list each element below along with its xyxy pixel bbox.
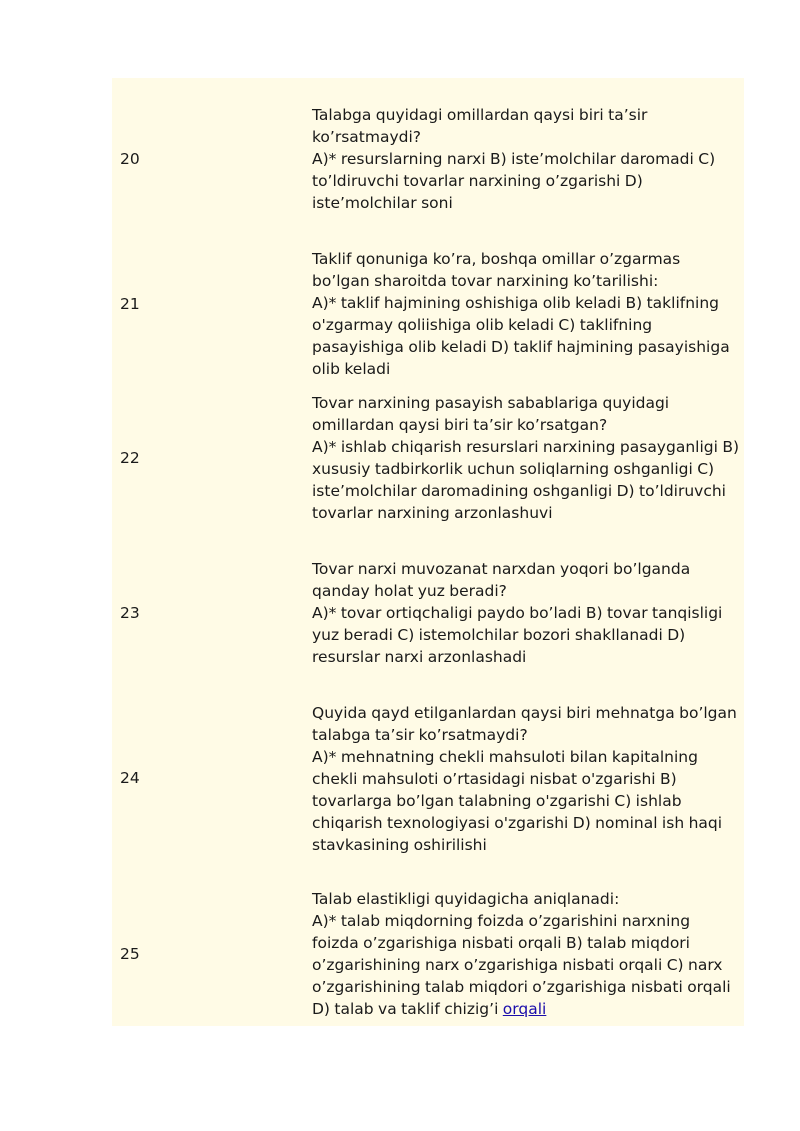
question-text: Tovar narxining pasayish sabablariga quyidagi omillardan qaysi biri ta’sir ko’rsatgan? A)* ishlab chiqarish resurslari narxining pasayganligi B) xususiy tadbirkorlik uchun soliqlarning oshganligi C) iste’molchilar daromadining oshganligi D) to’ldiruvchi tovarlar narxining arzonlashuvi <box>312 394 740 522</box>
question-number: 20 <box>120 150 140 168</box>
question-number: 24 <box>120 769 140 787</box>
question-text: Tovar narxi muvozanat narxdan yoqori bo’lganda qanday holat yuz beradi? A)* tovar ortiqchaligi paydo bo’ladi B) tovar tanqisligi yuz beradi C) istemolchilar bozori shakllanadi D) resurslar narxi arzonlashadi <box>312 560 723 666</box>
question-text: Talabga quyidagi omillardan qaysi biri ta’sir ko’rsatmaydi? A)* resurslarning narxi B) iste’molchilar daromadi C) to’ldiruvchi tovarlar narxining o’zgarishi D) iste’molchilar soni <box>312 106 716 212</box>
question-number: 22 <box>120 449 140 467</box>
orqali-link[interactable]: orqali <box>502 1000 547 1018</box>
question-text: Quyida qayd etilganlardan qaysi biri mehnatga bo’lgan talabga ta’sir ko’rsatmaydi? A)* mehnatning chekli mahsuloti bilan kapitalning chekli mahsuloti o’rtasidagi nisbat o'zgarishi B) tovarlarga bo’lgan talabning o'zgarishi C) ishlab chiqarish texnologiyasi o'zgarishi D) nominal ish haqi stavkasining oshirilishi <box>312 704 737 854</box>
question-number: 23 <box>120 604 140 622</box>
question-text: Taklif qonuniga ko’ra, boshqa omillar o’zgarmas bo’lgan sharoitda tovar narxining ko’tarilishi: A)* taklif hajmining oshishiga olib keladi B) taklifning o'zgarmay qoliishiga olib keladi C) taklifning pasayishiga olib keladi D) taklif hajmining pasayishiga olib keladi <box>312 250 730 378</box>
question-number: 25 <box>120 945 140 963</box>
question-number: 21 <box>120 295 140 313</box>
question-text <box>312 888 740 1020</box>
question-text-body: Talab elastikligi quyidagicha aniqlanadi: A)* talab miqdorning foizda o’zgarishini narxning foizda o’zgarishiga nisbati orqali B) talab miqdori o’zgarishining narx o’zgarishiga nisbati orqali C) narx o’zgarishining talab miqdori o’zgarishiga nisbati orqali D) talab va taklif chizig’i <box>312 890 731 1018</box>
question-table <box>112 78 744 1026</box>
